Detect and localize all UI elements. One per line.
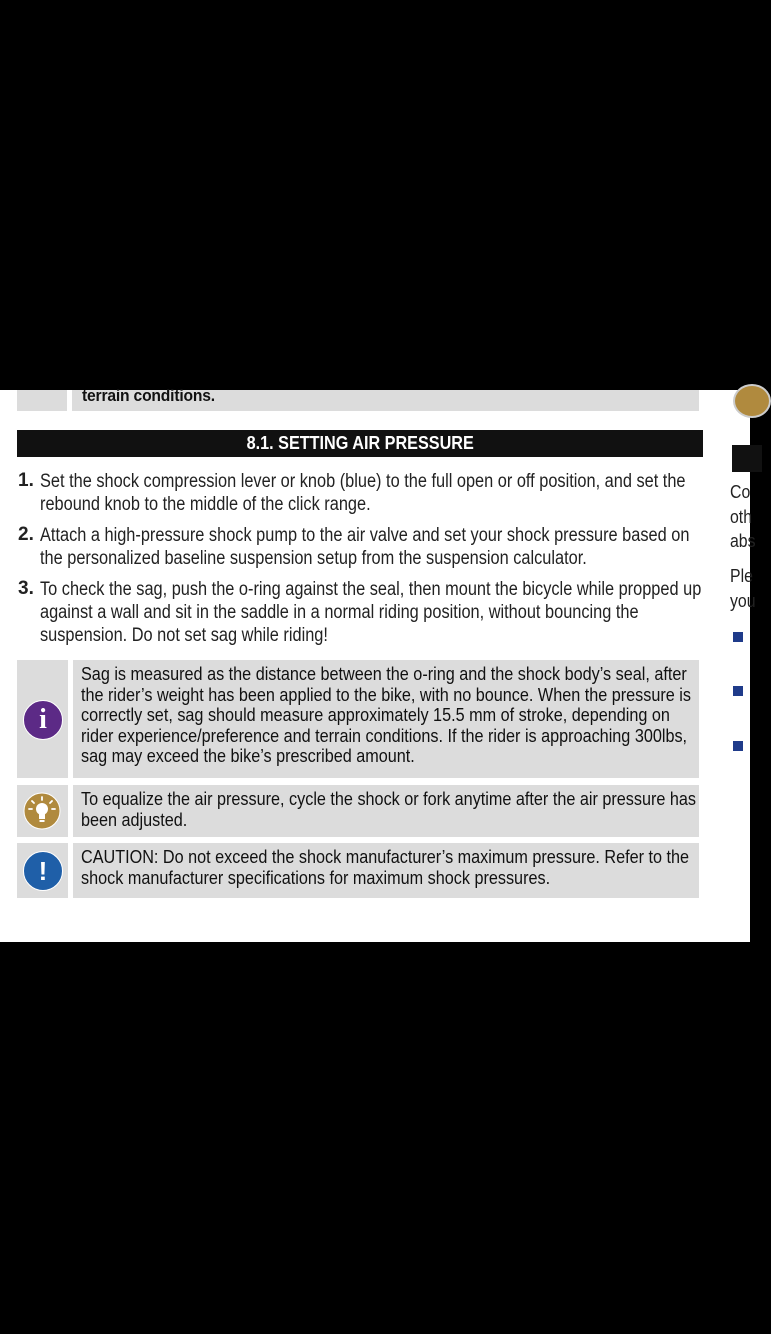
section-title-text: 8.1. SETTING AIR PRESSURE: [246, 433, 474, 453]
exclamation-icon: !: [23, 851, 63, 891]
bullet-icon: [733, 632, 743, 642]
info-icon: i: [23, 700, 63, 740]
note-text-cell: [72, 386, 699, 411]
section-title: [17, 430, 703, 457]
info-text: Sag is measured as the distance between the o-ring and the shock body’s seal, after the rider’s weight has been applied to the bike, with no bounce. When the pressure is correctly set, sag should measure approximately 15.5 mm of stroke, depending on rider experience/preference and terrain conditions. If the rider is approaching 300lbs, sag may exceed the bike’s prescribed amount.: [81, 664, 691, 766]
tip-callout: [17, 785, 699, 837]
caution-text-cell: [73, 843, 699, 898]
adjacent-text: oth: [730, 507, 753, 527]
tip-text-cell: [73, 785, 699, 837]
note-text: terrain conditions.: [82, 386, 215, 405]
step-text: Set the shock compression lever or knob (blue) to the full open or off position, and set the rebound knob to the middle of the click range.: [40, 471, 686, 515]
note-icon-cell: [17, 390, 67, 411]
info-callout: [17, 660, 699, 778]
adjacent-text: you: [730, 591, 756, 611]
caution-text: CAUTION: Do not exceed the shock manufacturer’s maximum pressure. Refer to the shock manufacturer specifications for maximum shock pressures.: [81, 847, 690, 888]
step-number: 3.: [18, 578, 34, 599]
adjacent-column-fragment: [723, 390, 756, 942]
step-number: 2.: [18, 524, 34, 545]
tip-icon-cell: [17, 785, 68, 837]
adjacent-text: abs: [730, 531, 756, 551]
lightbulb-icon: [23, 792, 61, 830]
bullet-icon: [733, 686, 743, 696]
step-item: [18, 524, 708, 570]
step-text: To check the sag, push the o-ring against the seal, then mount the bicycle while propped up against a wall and sit in the saddle in a normal riding position, without bouncing the suspension. Do not set sag while riding!: [40, 579, 702, 646]
bullet-icon: [733, 741, 743, 751]
caution-callout: [17, 843, 699, 898]
adjacent-text: Ple: [730, 566, 753, 586]
adjacent-header-fragment: [732, 445, 762, 472]
caution-icon-cell: [17, 843, 68, 898]
info-icon-cell: [17, 660, 68, 778]
step-item: [18, 470, 708, 516]
step-text: Attach a high-pressure shock pump to the air valve and set your shock pressure based on the personalized baseline suspension setup from the suspension calculator.: [40, 525, 690, 569]
tip-text: To equalize the air pressure, cycle the shock or fork anytime after the air pressure has been adjusted.: [81, 789, 696, 830]
steps-list: [18, 470, 708, 655]
manual-page: [0, 386, 756, 942]
step-item: [18, 578, 708, 647]
info-text-cell: [73, 660, 699, 778]
adjacent-text: Co: [730, 482, 751, 502]
step-number: 1.: [18, 470, 34, 491]
previous-note-fragment: [17, 386, 699, 411]
adjacent-icon-fragment: [733, 384, 771, 418]
